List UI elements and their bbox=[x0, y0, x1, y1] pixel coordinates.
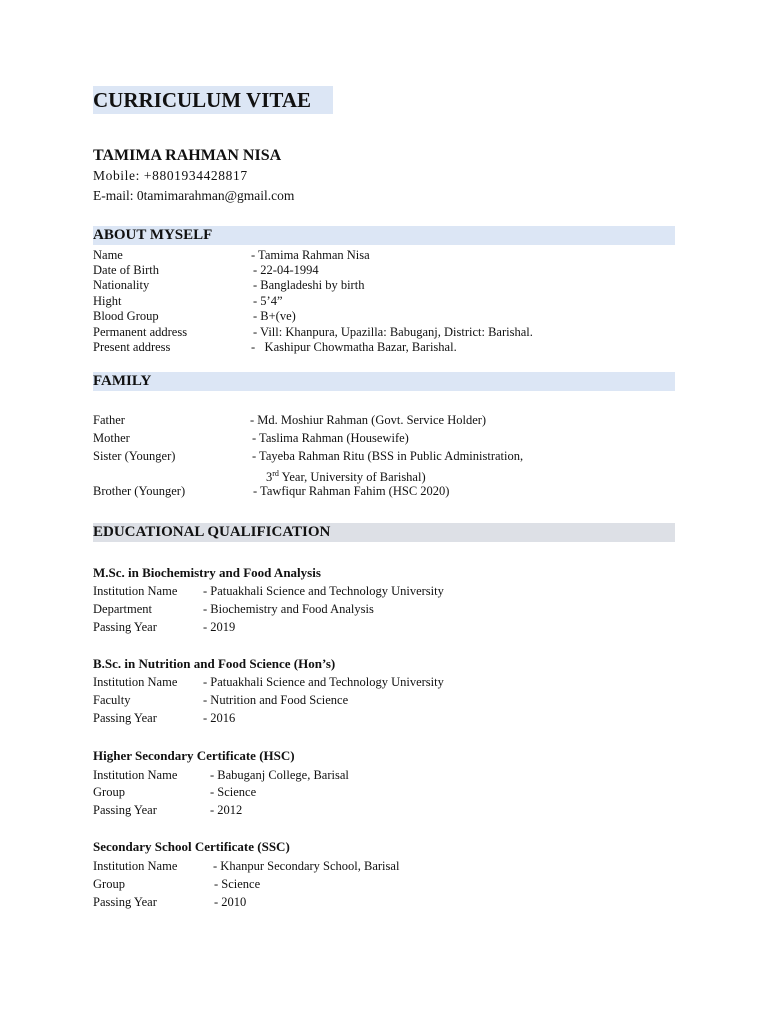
about-value: - B+(ve) bbox=[253, 309, 296, 323]
family-value: - Md. Moshiur Rahman (Govt. Service Holder) bbox=[250, 413, 487, 427]
degree-value: - Khanpur Secondary School, Barisal bbox=[213, 859, 400, 873]
degree-value: - Biochemistry and Food Analysis bbox=[203, 602, 374, 616]
family-label: Mother bbox=[93, 431, 130, 445]
degree-label: Institution Name bbox=[93, 859, 178, 873]
degree-value: - Babuganj College, Barisal bbox=[210, 768, 349, 782]
degree-label: Department bbox=[93, 602, 153, 616]
family-value: - Taslima Rahman (Housewife) bbox=[252, 431, 409, 445]
degree-value: - 2010 bbox=[214, 895, 247, 909]
email-address: E-mail: 0tamimarahman@gmail.com bbox=[93, 188, 295, 203]
about-value: - Vill: Khanpura, Upazilla: Babuganj, District: Barishal. bbox=[253, 325, 533, 339]
family-value: - Tawfiqur Rahman Fahim (HSC 2020) bbox=[253, 484, 450, 498]
about-value: - 5’4” bbox=[253, 294, 283, 308]
degree-label: Passing Year bbox=[93, 620, 157, 634]
degree-label: Passing Year bbox=[93, 895, 157, 909]
about-label: Blood Group bbox=[93, 309, 159, 323]
degree-value: - Patuakhali Science and Technology University bbox=[203, 675, 444, 689]
degree-value: - 2019 bbox=[203, 620, 236, 634]
degree-label: Group bbox=[93, 877, 125, 891]
degree-label: Institution Name bbox=[93, 675, 178, 689]
family-value-number: 3 bbox=[266, 470, 273, 485]
family-label: Sister (Younger) bbox=[93, 449, 176, 463]
degree-value: - Nutrition and Food Science bbox=[203, 693, 349, 707]
full-name: TAMIMA RAHMAN NISA bbox=[93, 147, 282, 164]
about-value: - 22-04-1994 bbox=[253, 263, 319, 277]
family-label: Brother (Younger) bbox=[93, 484, 186, 498]
family-section-heading: FAMILY bbox=[93, 372, 675, 391]
about-value: - Kashipur Chowmatha Bazar, Barishal. bbox=[251, 340, 457, 354]
degree-value: - Science bbox=[210, 785, 257, 799]
about-label: Hight bbox=[93, 294, 122, 308]
degree-label: Institution Name bbox=[93, 584, 178, 598]
about-label: Date of Birth bbox=[93, 263, 159, 277]
about-value: - Bangladeshi by birth bbox=[253, 278, 365, 292]
about-label: Present address bbox=[93, 340, 171, 354]
document-title: CURRICULUM VITAE bbox=[93, 86, 333, 114]
family-value-ordinal: rd bbox=[272, 469, 279, 478]
degree-title-ssc: Secondary School Certificate (SSC) bbox=[93, 839, 290, 854]
education-section-heading: EDUCATIONAL QUALIFICATION bbox=[93, 523, 675, 542]
about-value: - Tamima Rahman Nisa bbox=[251, 248, 370, 262]
degree-value: - 2012 bbox=[210, 803, 243, 817]
degree-label: Passing Year bbox=[93, 803, 157, 817]
degree-value: - Patuakhali Science and Technology University bbox=[203, 584, 444, 598]
degree-value: - Science bbox=[214, 877, 261, 891]
degree-title-hsc: Higher Secondary Certificate (HSC) bbox=[93, 748, 295, 763]
degree-title-bsc: B.Sc. in Nutrition and Food Science (Hon’s) bbox=[93, 656, 336, 671]
mobile-number: Mobile: +8801934428817 bbox=[93, 168, 248, 183]
family-label: Father bbox=[93, 413, 125, 427]
family-value-continued: Year, University of Barishal) bbox=[278, 470, 426, 485]
degree-label: Passing Year bbox=[93, 711, 157, 725]
degree-label: Faculty bbox=[93, 693, 131, 707]
about-section-heading: ABOUT MYSELF bbox=[93, 226, 675, 245]
degree-value: - 2016 bbox=[203, 711, 236, 725]
about-label: Permanent address bbox=[93, 325, 188, 339]
family-value: - Tayeba Rahman Ritu (BSS in Public Administration, bbox=[252, 449, 524, 463]
about-label: Nationality bbox=[93, 278, 150, 292]
degree-label: Group bbox=[93, 785, 125, 799]
degree-label: Institution Name bbox=[93, 768, 178, 782]
degree-title-msc: M.Sc. in Biochemistry and Food Analysis bbox=[93, 565, 321, 580]
about-label: Name bbox=[93, 248, 123, 262]
